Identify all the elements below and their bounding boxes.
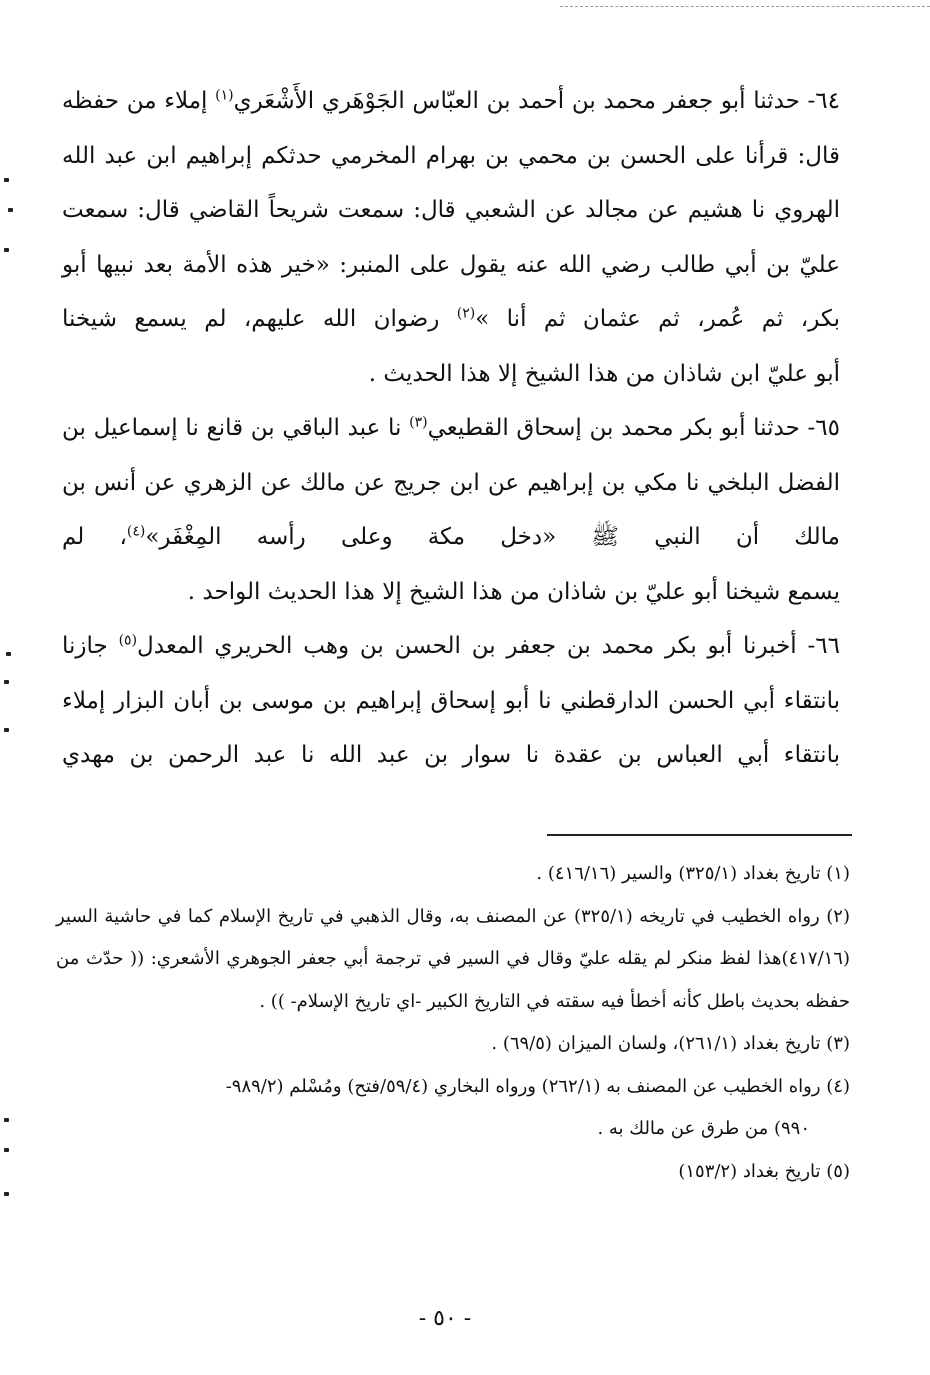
footnote-3: (٣) تاريخ بغداد (٢٦١/١)، ولسان الميزان (٦٩/٥) . bbox=[491, 1033, 850, 1054]
footnote-ref-5: (٥) bbox=[118, 632, 138, 649]
margin-speck bbox=[6, 652, 11, 656]
footnotes bbox=[56, 853, 850, 1193]
margin-speck bbox=[4, 248, 9, 252]
footnote-4-continuation: ٩٩٠) من طرق عن مالك به . bbox=[597, 1118, 810, 1139]
paragraph-65-tail: ، لم bbox=[62, 524, 127, 550]
footnote-2: (٢) رواه الخطيب في تاريخه (٣٢٥/١) عن المصنف به، وقال الذهبي في تاريخ الإسلام كما في حاشية السير (٤١٧/١٦)هذا لفظ منكر لم يقله عليّ وقال في السير في ترجمة أبي جعفر الجوهري الأشعري: (( حدّث من حفظه بحديث باطل كأنه أخطأ فيه سقته في التاريخ الكبير -اي تاريخ الإسلام- )) . bbox=[56, 905, 850, 1012]
margin-speck bbox=[4, 1118, 9, 1122]
main-text bbox=[62, 74, 862, 783]
footnote-ref-4: (٤) bbox=[126, 523, 146, 540]
paragraph-65-last-line: يسمع شيخنا أبو عليّ بن شاذان من هذا الشيخ إلا هذا الحديث الواحد . bbox=[187, 578, 840, 605]
footnote-5: (٥) تاريخ بغداد (١٥٣/٢) bbox=[678, 1160, 850, 1182]
paragraph-64-opening: ٦٤- حدثنا أبو جعفر محمد بن أحمد بن العبّاس الجَوْهَري الأَشْعَري bbox=[233, 88, 841, 114]
footnote-4: (٤) رواه الخطيب عن المصنف به (٢٦٢/١) ورواه البخاري (٥٩/٤/فتح) ومُسْلم (٩٨٩/٢- bbox=[225, 1075, 850, 1097]
margin-speck bbox=[8, 208, 13, 212]
paragraph-64-body: إملاء من حفظه قال: قرأنا على الحسن بن محمي بن بهرام المخرمي حدثكم إبراهيم ابن عبد الله الهروي نا هشيم عن مجالد عن الشعبي قال: سمعت شريحاً القاضي قال: سمعت عليّ بن أبي طالب رضي الله عنه يقول على المنبر: «خير هذه الأمة بعد نبيها أبو بكر، ثم عُمر، ثم عثمان ثم أنا » bbox=[62, 88, 840, 332]
footnote-ref-3: (٣) bbox=[409, 414, 428, 431]
paragraph-65-body: نا عبد الباقي بن قانع نا إسماعيل بن الفضل البلخي نا مكي بن إبراهيم عن ابن جريج عن مالك عن الزهري عن أنس بن مالك أن النبي ﷺ «دخل مكة وعلى رأسه المِغْفَر» bbox=[62, 415, 841, 550]
margin-speck bbox=[4, 728, 9, 732]
paragraph-65-opening: ٦٥- حدثنا أبو بكر محمد بن إسحاق القطيعي bbox=[427, 415, 840, 441]
page-number: - ٥٠ - bbox=[418, 1306, 472, 1331]
paragraph-64 bbox=[62, 74, 862, 401]
paragraph-66-body: جازنا بانتقاء أبي الحسن الدارقطني نا أبو إسحاق إبراهيم بن موسى بن أبان البزار إملاء بانتقاء أبي العباس بن عقدة نا سوار بن عبد الله نا عبد الرحمن بن مهدي bbox=[62, 633, 840, 768]
margin-speck bbox=[4, 1148, 9, 1152]
margin-speck bbox=[4, 680, 9, 684]
margin-speck bbox=[4, 1192, 9, 1196]
paragraph-65 bbox=[62, 401, 862, 619]
footnote-separator bbox=[547, 834, 852, 836]
paragraph-64-tail: رضوان الله عليهم، لم يسمع شيخنا bbox=[62, 306, 457, 332]
footnote-ref-2: (٢) bbox=[456, 305, 476, 322]
footnote-ref-1: (١) bbox=[215, 87, 234, 104]
footnote-1: (١) تاريخ بغداد (٣٢٥/١) والسير (٤١٦/١٦) . bbox=[536, 863, 850, 884]
paragraph-66-opening: ٦٦- أخبرنا أبو بكر محمد بن جعفر بن الحسن بن وهب الحريري المعدل bbox=[137, 633, 840, 659]
paragraph-64-last-line: أبو عليّ ابن شاذان من هذا الشيخ إلا هذا الحديث . bbox=[368, 360, 840, 387]
paragraph-66 bbox=[62, 619, 862, 783]
margin-speck bbox=[4, 178, 9, 182]
top-edge-rule bbox=[560, 6, 930, 7]
